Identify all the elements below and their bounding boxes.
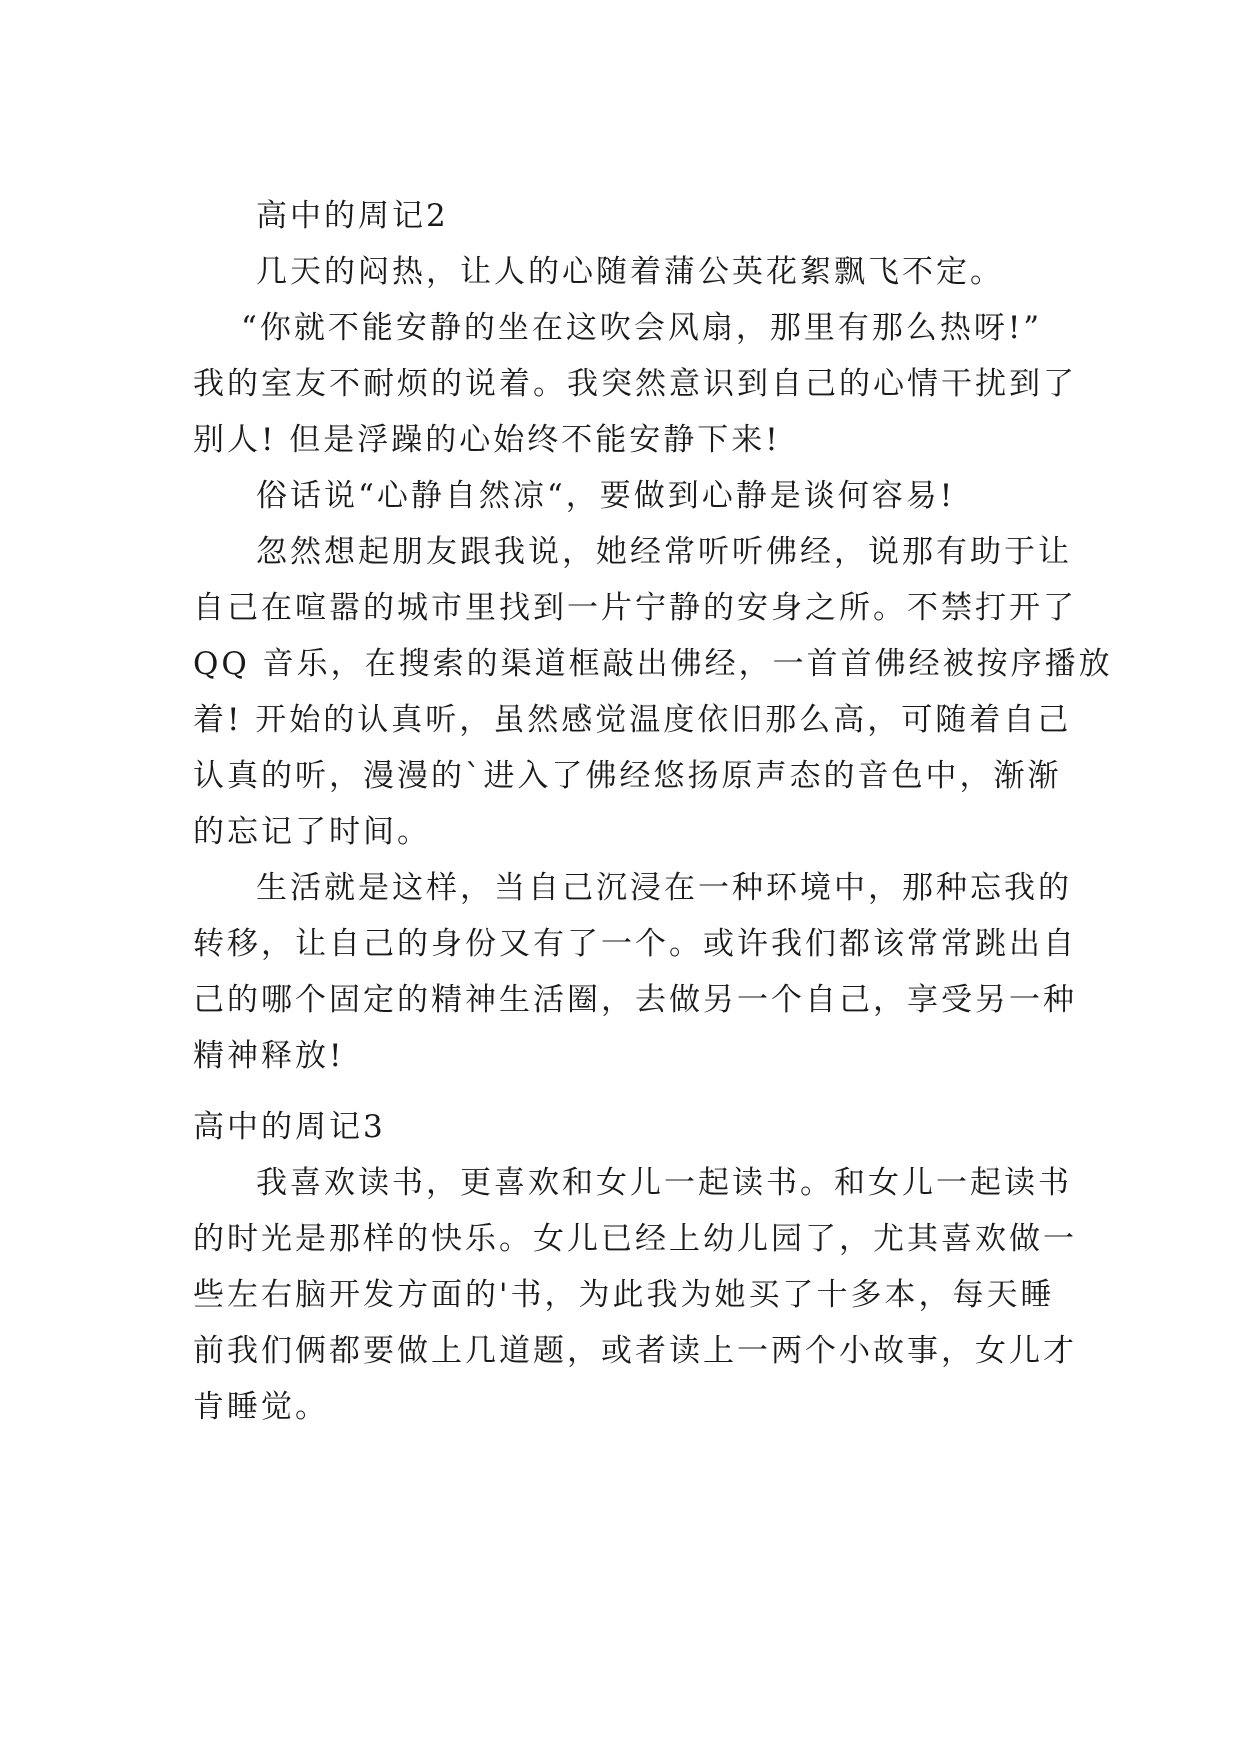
paragraph-line: “你就不能安静的坐在这吹会风扇，那里有那么热呀!” xyxy=(241,310,1043,346)
paragraph-line: 忽然想起朋友跟我说，她经常听听佛经，说那有助于让 xyxy=(256,534,1072,570)
paragraph-line: 的忘记了时间。 xyxy=(193,814,431,850)
paragraph-line: 我喜欢读书，更喜欢和女儿一起读书。和女儿一起读书 xyxy=(256,1165,1072,1201)
paragraph-line: 自己在喧嚣的城市里找到一片宁静的安身之所。不禁打开了 xyxy=(193,590,1077,626)
paragraph-line: 我的室友不耐烦的说着。我突然意识到自己的心情干扰到了 xyxy=(193,366,1077,402)
paragraph-line: QQ 音乐，在搜索的渠道框敲出佛经，一首首佛经被按序播放 xyxy=(193,646,1113,682)
paragraph-line: 些左右脑开发方面的'书，为此我为她买了十多本，每天睡 xyxy=(193,1277,1055,1313)
paragraph-line: 的时光是那样的快乐。女儿已经上幼儿园了，尤其喜欢做一 xyxy=(193,1221,1077,1257)
paragraph-line: 己的哪个固定的精神生活圈，去做另一个自己，享受另一种 xyxy=(193,982,1077,1018)
paragraph-line: 认真的听，漫漫的`进入了佛经悠扬原声态的音色中，渐渐 xyxy=(193,758,1062,794)
paragraph-line: 俗话说“心静自然凉“，要做到心静是谈何容易! xyxy=(256,478,956,514)
paragraph-line: 别人! 但是浮躁的心始终不能安静下来! xyxy=(193,422,781,458)
paragraph-line: 几天的闷热，让人的心随着蒲公英花絮飘飞不定。 xyxy=(256,254,1004,290)
paragraph-line: 精神释放! xyxy=(193,1038,345,1074)
section-2 xyxy=(193,188,1113,1084)
section-3 xyxy=(193,1099,1077,1435)
paragraph-line: 肯睡觉。 xyxy=(193,1389,329,1425)
paragraph-line: 转移，让自己的身份又有了一个。或许我们都该常常跳出自 xyxy=(193,926,1077,962)
paragraph-line: 生活就是这样，当自己沉浸在一种环境中，那种忘我的 xyxy=(256,870,1072,906)
section-heading: 高中的周记3 xyxy=(193,1109,386,1145)
paragraph-line: 着! 开始的认真听，虽然感觉温度依旧那么高，可随着自己 xyxy=(193,702,1072,738)
paragraph-line: 前我们俩都要做上几道题，或者读上一两个小故事，女儿才 xyxy=(193,1333,1077,1369)
section-heading: 高中的周记2 xyxy=(256,198,449,234)
